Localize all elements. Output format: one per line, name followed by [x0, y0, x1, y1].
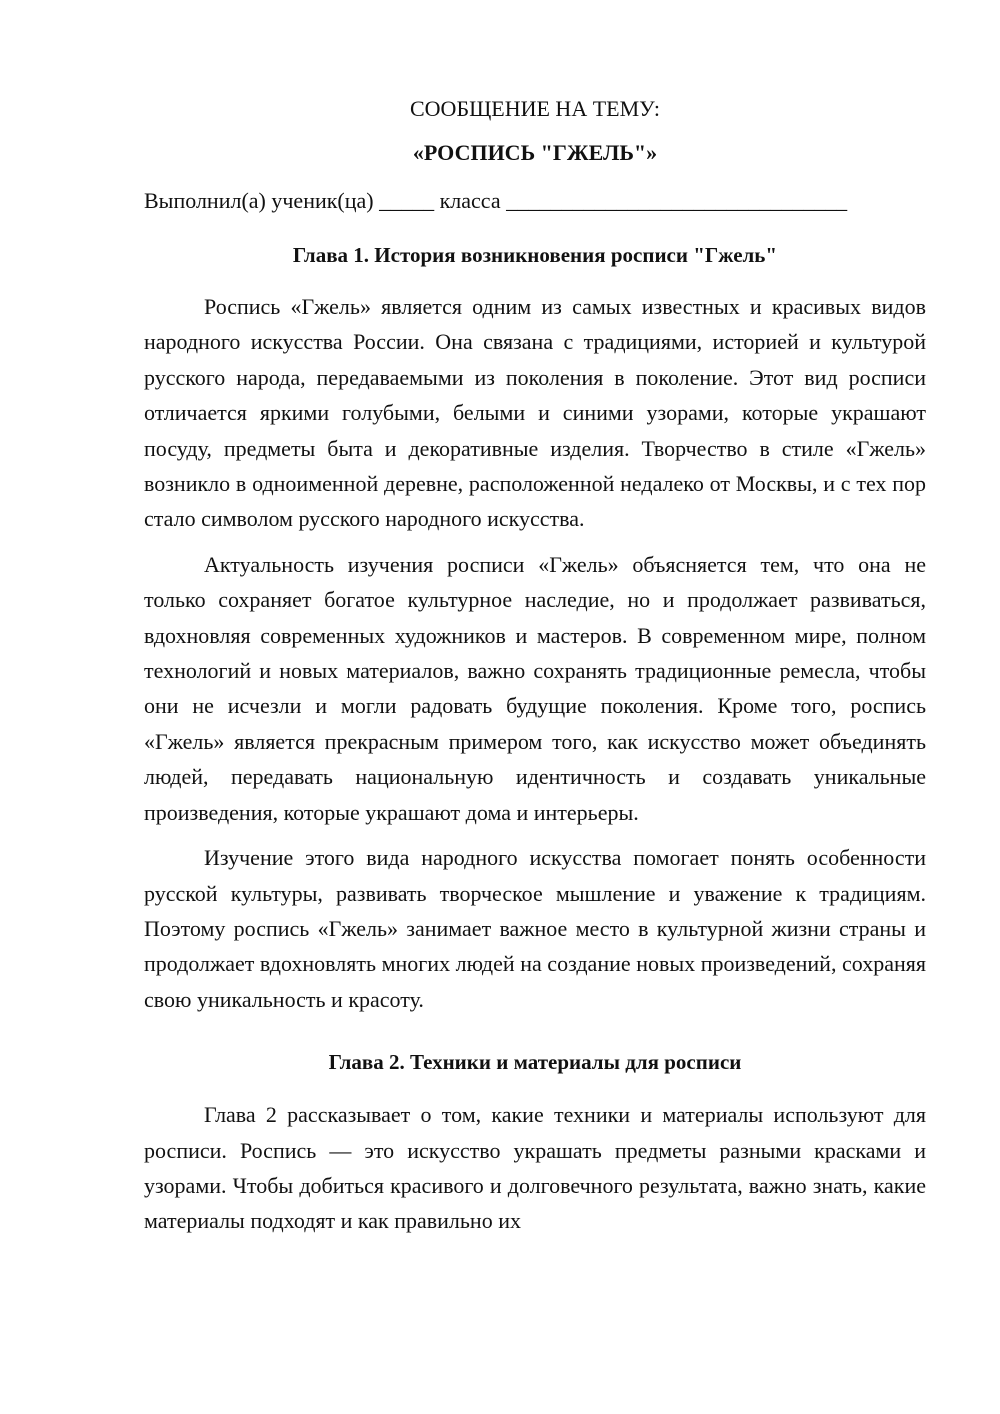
- document-title-line1: СООБЩЕНИЕ НА ТЕМУ:: [410, 96, 660, 121]
- document-title-line2: «РОСПИСЬ "ГЖЕЛЬ"»: [412, 140, 658, 165]
- chapter-2-heading: Глава 2. Техники и материалы для росписи: [328, 1050, 742, 1075]
- author-byline: Выполнил(а) ученик(ца) _____ класса _______________________________: [144, 188, 848, 213]
- chapter-1-heading: Глава 1. История возникновения росписи "Гжель": [292, 243, 778, 267]
- chapter-1: [144, 240, 926, 1017]
- chapter-2-paragraph-1: Глава 2 рассказывает о том, какие техники и материалы используют для росписи. Роспись — это искусство украшать предметы разными красками и узорами. Чтобы добиться красивого и долговечного результата, важно знать, какие материалы подходят и как правильно их: [144, 1102, 926, 1234]
- chapter-1-paragraph-1: Роспись «Гжель» является одним из самых известных и красивых видов народного искусства России. Она связана с традициями, историей и культурой русского народа, передаваемыми из поколения в поколение. Этот вид росписи отличается яркими голубыми, белыми и синими узорами, которые украшают посуду, предметы быта и декоративные изделия. Творчество в стиле «Гжель» возникло в одноименной деревне, расположенной недалеко от Москвы, и с тех пор стало символом русского народного искусства.: [144, 294, 926, 532]
- chapter-2: [144, 1047, 926, 1239]
- chapter-1-paragraph-3: Изучение этого вида народного искусства помогает понять особенности русской культуры, развивать творческое мышление и уважение к традициям. Поэтому роспись «Гжель» занимает важное место в культурной жизни страны и продолжает вдохновлять многих людей на создание новых произведений, сохраняя свою уникальность и красоту.: [144, 845, 926, 1012]
- chapter-1-paragraph-2: Актуальность изучения росписи «Гжель» объясняется тем, что она не только сохраняет богатое культурное наследие, но и продолжает развиваться, вдохновляя современных художников и мастеров. В современном мире, полном технологий и новых материалов, важно сохранять традиционные ремесла, чтобы они не исчезли и могли радовать будущие поколения. Кроме того, роспись «Гжель» является прекрасным примером того, как искусство может объединять людей, передавать национальную идентичность и создавать уникальные произведения, которые украшают дома и интерьеры.: [144, 551, 926, 825]
